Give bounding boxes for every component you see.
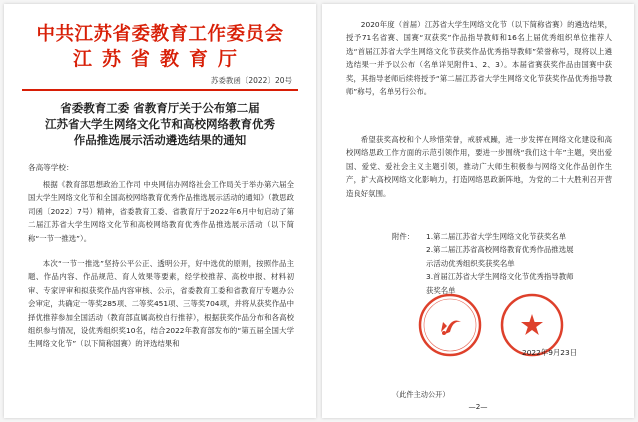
title-line: 作品推选展示活动遴选结果的通知 <box>73 133 247 147</box>
attachment-item: 2.第二届江苏省高校网络教育优秀作品推选展示活动优秀组织奖获奖名单 <box>426 245 574 268</box>
document-title <box>18 100 302 148</box>
body-paragraph: 根据《教育部思想政治工作司 中央网信办网络社会工作局关于举办第六届全国大学生网络文化节和全国高校网络教育优秀作品推选展示活动的通知》（教思政司函〔2022〕7号）精神，省委教育工委、省教育厅于2022年6月中旬启动了第二届江苏省大学生网络文化节和高校网络教育优秀作品推选展示活动（以下简称“一节一推选”）。 <box>28 180 294 243</box>
body-paragraph: 2020年度（首届）江苏省大学生网络文化节（以下简称省赛）的遴选结果，授予71名省赛、国赛“双获奖”作品指导教师和16名上届优秀组织单位推荐人选“首届江苏省大学生网络文化节获奖作品优秀指导教师”荣誉称号，现将以上遴选结果一并予以公布（名单详见附件1、2、3）。本届省赛获奖作品由国赛中获奖，其指导老师后续将授予“第二届江苏省大学生网络文化节获奖作品优秀指导教师”称号，名单另行公布。 <box>346 20 612 97</box>
issuer-header-line2: 江苏省教育厅 <box>72 48 247 70</box>
issuer-header-line1: 中共江苏省委教育工作委员会 <box>36 24 284 45</box>
red-divider <box>22 89 298 91</box>
page-number: —2— <box>468 402 488 411</box>
attachment-row <box>392 243 578 270</box>
title-line: 江苏省大学生网络文化节和高校网络教育优秀 <box>45 117 275 131</box>
attachment-label: 附件： <box>392 232 415 241</box>
attachment-list <box>392 230 578 297</box>
salutation: 各高等学校： <box>28 163 74 172</box>
sign-date: 2022年9月23日 <box>522 348 578 357</box>
attachment-item: 1.第二届江苏省大学生网络文化节获奖名单 <box>426 232 567 241</box>
title-line: 省委教育工委 省教育厅关于公布第二届 <box>60 101 260 115</box>
document-number: 苏委教函〔2022〕20号 <box>210 76 292 85</box>
disclosure-note: （此件主动公开） <box>392 390 450 399</box>
attachment-row <box>392 230 578 243</box>
attachment-item: 3.首届江苏省大学生网络文化节优秀指导教师获奖名单 <box>426 272 574 295</box>
document-page-1 <box>4 4 316 418</box>
body-paragraph: 希望获奖高校和个人珍惜荣誉，戒骄戒躁，进一步发挥在网络文化建设和高校网络思政工作方面的示范引领作用，要进一步围绕“我们这十年”主题，突出爱国、爱党、爱社会主义主题引领，推动广大师生积极参与网络文化作品创作生产，扩大高校网络文化影响力，打造网络思政新阵地，为党的二十大胜利召开营造良好氛围。 <box>346 135 612 198</box>
party-committee-seal-icon <box>417 292 483 358</box>
body-paragraph: 本次“一节一推选”坚持公平公正、透明公开，好中选优的原则，按照作品主题、作品内容、作品规范、育人效果等要素，经学校推荐、高校申报、材料初审、专家评审和拟获奖作品内容审核、公示，省委教育工委和省教育厅专题办公会审定，共确定一等奖285项、二等奖451项、三等奖704项，并将从获奖作品中择优推荐参加全国活动（教育部直属高校自行推荐），根据获奖作品分布和各高校组织参与情况，设优秀组织奖10名，结合2022年教育部发布的“第五届全国大学生网络文化节”（以下简称国赛）的评选结果和 <box>28 259 294 349</box>
document-page-2 <box>322 4 634 418</box>
